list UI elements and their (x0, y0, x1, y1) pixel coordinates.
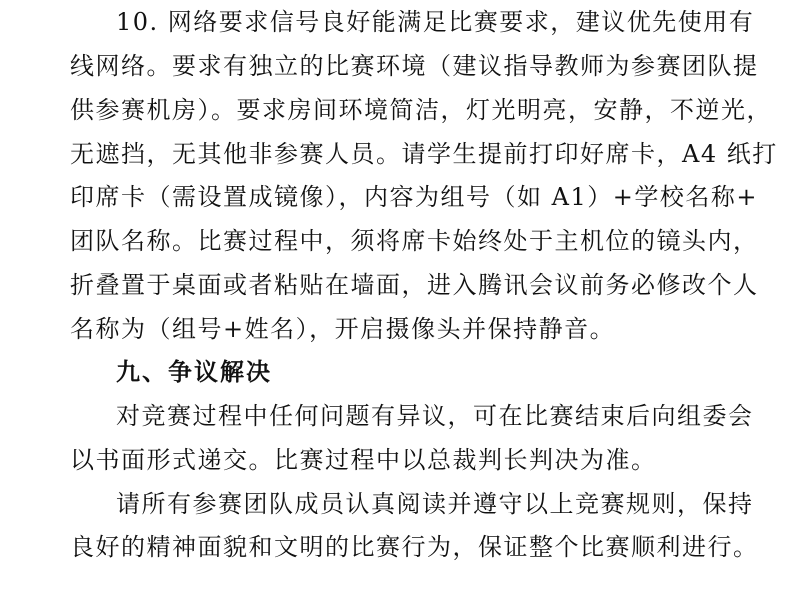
paragraph-10-line: 供参赛机房）。要求房间环境简洁，灯光明亮，安静，不逆光， (70, 96, 772, 124)
paragraph-10-line: 10. 网络要求信号良好能满足比赛要求，建议优先使用有 (116, 8, 755, 36)
paragraph-10-line: 团队名称。比赛过程中，须将席卡始终处于主机位的镜头内， (70, 227, 759, 255)
paragraph-10-line: 印席卡（需设置成镜像），内容为组号（如 A1）+学校名称+ (70, 183, 758, 211)
dispute-paragraph-line: 以书面形式递交。比赛过程中以总裁判长判决为准。 (70, 446, 657, 474)
closing-paragraph-line: 良好的精神面貌和文明的比赛行为，保证整个比赛顺利进行。 (70, 533, 759, 561)
dispute-paragraph-line: 对竞赛过程中任何问题有异议，可在比赛结束后向组委会 (116, 402, 754, 430)
closing-paragraph-line: 请所有参赛团队成员认真阅读并遵守以上竞赛规则，保持 (116, 490, 754, 518)
paragraph-10-line: 折叠置于桌面或者粘贴在墙面，进入腾讯会议前务必修改个人 (70, 271, 759, 299)
section-9-heading: 九、争议解决 (116, 358, 272, 386)
paragraph-10-line: 名称为（组号+姓名），开启摄像头并保持静音。 (70, 315, 616, 343)
paragraph-10-line: 线网络。要求有独立的比赛环境（建议指导教师为参赛团队提 (70, 52, 759, 80)
paragraph-10-line: 无遮挡，无其他非参赛人员。请学生提前打印好席卡，A4 纸打 (70, 140, 778, 168)
